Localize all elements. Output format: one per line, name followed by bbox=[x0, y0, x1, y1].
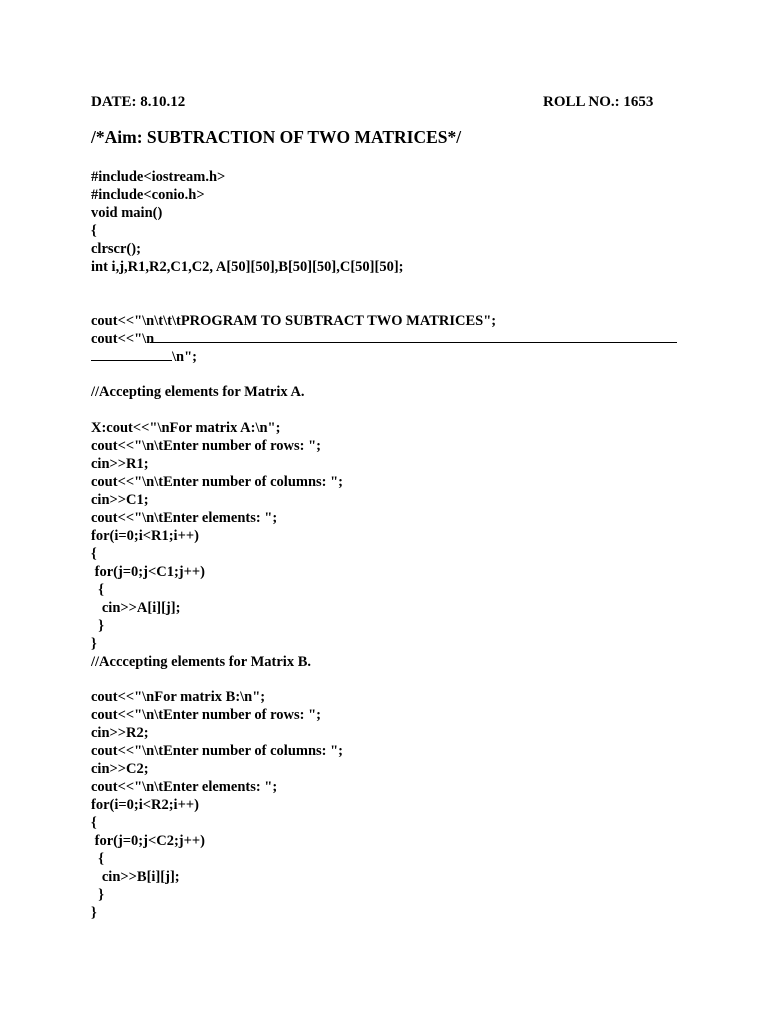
code-line-cout-underline: cout<<"\n bbox=[91, 331, 155, 347]
underline-rule bbox=[150, 342, 677, 343]
code-line: for(i=0;i<R1;i++) bbox=[91, 528, 199, 544]
code-comment-matrix-b: //Acccepting elements for Matrix B. bbox=[91, 654, 311, 670]
roll-number-label: ROLL NO.: 1653 bbox=[543, 94, 654, 110]
code-line: } bbox=[91, 618, 104, 634]
code-line-declarations: int i,j,R1,R2,C1,C2, A[50][50],B[50][50],C[50][50]; bbox=[91, 259, 404, 275]
code-line: for(j=0;j<C2;j++) bbox=[91, 833, 205, 849]
code-line: cin>>C1; bbox=[91, 492, 149, 508]
code-line: cin>>R2; bbox=[91, 725, 149, 741]
code-line: cout<<"\nFor matrix B:\n"; bbox=[91, 689, 266, 705]
code-comment-matrix-a: //Accepting elements for Matrix A. bbox=[91, 384, 305, 400]
date-label: DATE: 8.10.12 bbox=[91, 94, 186, 110]
code-line: cin>>B[i][j]; bbox=[91, 869, 180, 885]
code-line: cout<<"\n\tEnter number of columns: "; bbox=[91, 474, 344, 490]
code-line: X:cout<<"\nFor matrix A:\n"; bbox=[91, 420, 281, 436]
aim-heading: /*Aim: SUBTRACTION OF TWO MATRICES*/ bbox=[91, 127, 462, 147]
code-line: { bbox=[91, 815, 97, 831]
code-line: for(i=0;i<R2;i++) bbox=[91, 797, 199, 813]
code-line: { bbox=[91, 582, 104, 598]
code-line: } bbox=[91, 905, 97, 921]
code-line-program-title: cout<<"\n\t\t\tPROGRAM TO SUBTRACT TWO MATRICES"; bbox=[91, 313, 497, 329]
code-line: { bbox=[91, 546, 97, 562]
code-line: cout<<"\n\tEnter number of rows: "; bbox=[91, 707, 321, 723]
code-line-include-iostream: #include<iostream.h> bbox=[91, 169, 226, 185]
code-line: } bbox=[91, 636, 97, 652]
code-line-include-conio: #include<conio.h> bbox=[91, 187, 205, 203]
code-line: cout<<"\n\tEnter number of columns: "; bbox=[91, 743, 344, 759]
code-line: cin>>A[i][j]; bbox=[91, 600, 181, 616]
code-line: { bbox=[91, 851, 104, 867]
code-line: cout<<"\n\tEnter elements: "; bbox=[91, 779, 278, 795]
code-line-newline-end: \n"; bbox=[172, 349, 197, 365]
underline-rule-continued bbox=[91, 360, 172, 361]
code-line: cin>>R1; bbox=[91, 456, 149, 472]
code-line: cin>>C2; bbox=[91, 761, 149, 777]
code-line-void-main: void main() bbox=[91, 205, 163, 221]
code-line-open-brace: { bbox=[91, 223, 97, 239]
code-line: cout<<"\n\tEnter number of rows: "; bbox=[91, 438, 321, 454]
code-line: cout<<"\n\tEnter elements: "; bbox=[91, 510, 278, 526]
code-line: } bbox=[91, 887, 104, 903]
code-line: for(j=0;j<C1;j++) bbox=[91, 564, 205, 580]
code-line-clrscr: clrscr(); bbox=[91, 241, 141, 257]
